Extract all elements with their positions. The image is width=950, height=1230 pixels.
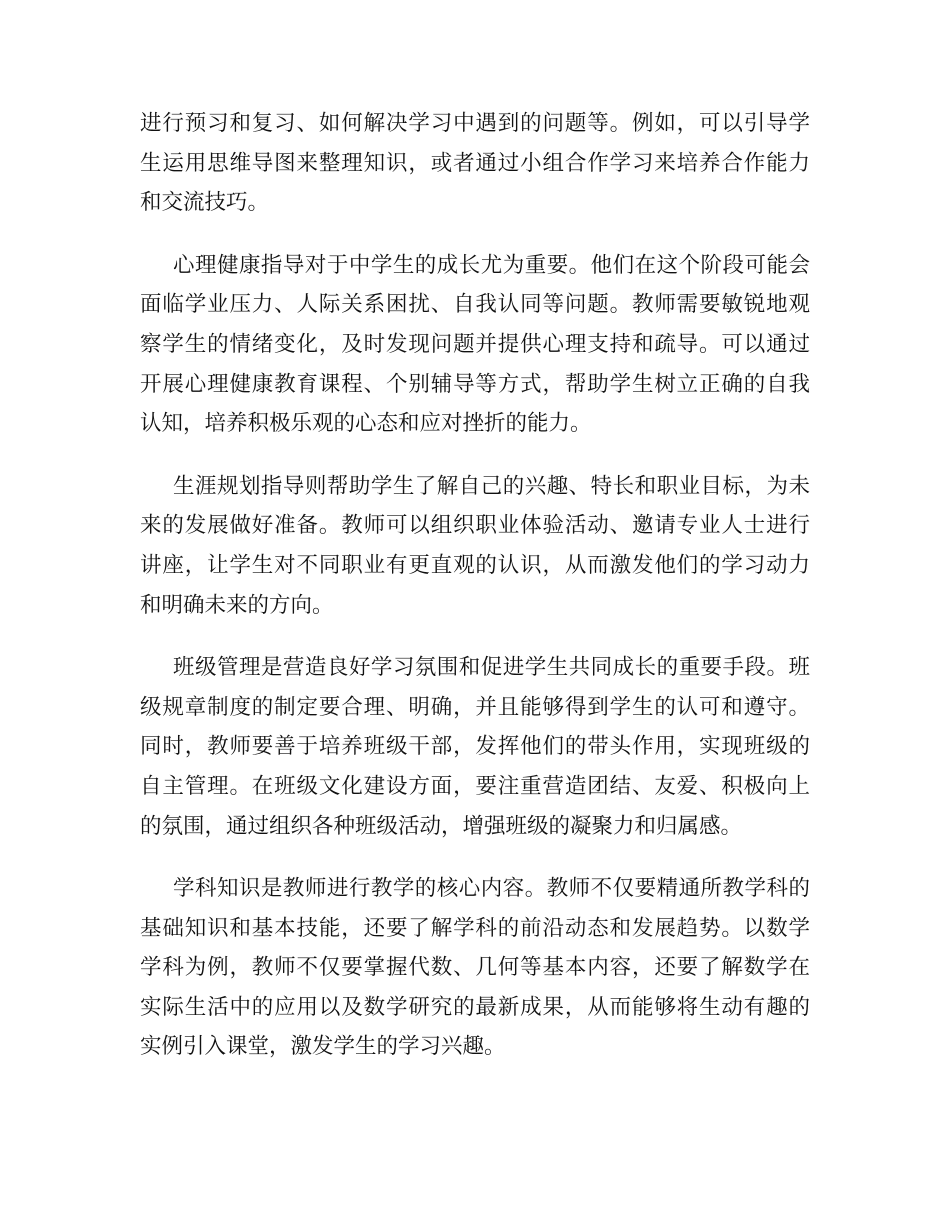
text-line: 开展心理健康教育课程、个别辅导等方式，帮助学生树立正确的自我 — [140, 371, 810, 397]
paragraph-mental-health — [140, 246, 810, 444]
text-line: 生涯规划指导则帮助学生了解自己的兴趣、特长和职业目标，为未 — [173, 473, 810, 499]
paragraph-class-management — [140, 648, 810, 846]
text-line: 面临学业压力、人际关系困扰、自我认同等问题。教师需要敏锐地观 — [140, 292, 810, 318]
paragraph-career-planning — [140, 467, 810, 625]
text-line: 心理健康指导对于中学生的成长尤为重要。他们在这个阶段可能会 — [173, 252, 810, 278]
text-line: 的氛围，通过组织各种班级活动，增强班级的凝聚力和归属感。 — [140, 813, 743, 839]
text-line: 讲座，让学生对不同职业有更直观的认识，从而激发他们的学习动力 — [140, 552, 810, 578]
text-line: 实际生活中的应用以及数学研究的最新成果，从而能够将生动有趣的 — [140, 994, 810, 1020]
text-line: 实例引入课堂，激发学生的学习兴趣。 — [140, 1034, 506, 1060]
text-line: 级规章制度的制定要合理、明确，并且能够得到学生的认可和遵守。 — [140, 694, 810, 720]
text-line: 自主管理。在班级文化建设方面，要注重营造团结、友爱、积极向上 — [140, 773, 810, 799]
text-line: 和交流技巧。 — [140, 190, 270, 216]
text-line: 来的发展做好准备。教师可以组织职业体验活动、邀请专业人士进行 — [140, 513, 810, 539]
text-line: 班级管理是营造良好学习氛围和促进学生共同成长的重要手段。班 — [173, 655, 810, 681]
document-body — [140, 104, 810, 1090]
text-line: 察学生的情绪变化，及时发现问题并提供心理支持和疏导。可以通过 — [140, 331, 810, 357]
text-line: 学科为例，教师不仅要掌握代数、几何等基本内容，还要了解数学在 — [140, 955, 810, 981]
text-line: 进行预习和复习、如何解决学习中遇到的问题等。例如，可以引导学 — [140, 111, 810, 136]
text-line: 同时，教师要善于培养班级干部，发挥他们的带头作用，实现班级的 — [140, 734, 810, 760]
text-line: 生运用思维导图来整理知识，或者通过小组合作学习来培养合作能力 — [140, 150, 810, 176]
text-line: 学科知识是教师进行教学的核心内容。教师不仅要精通所教学科的 — [173, 876, 810, 902]
text-line: 和明确未来的方向。 — [140, 592, 334, 618]
paragraph-study-methods — [140, 104, 810, 223]
paragraph-subject-knowledge — [140, 869, 810, 1067]
text-line: 基础知识和基本技能，还要了解学科的前沿动态和发展趋势。以数学 — [140, 915, 810, 941]
text-line: 认知，培养积极乐观的心态和应对挫折的能力。 — [140, 411, 592, 437]
